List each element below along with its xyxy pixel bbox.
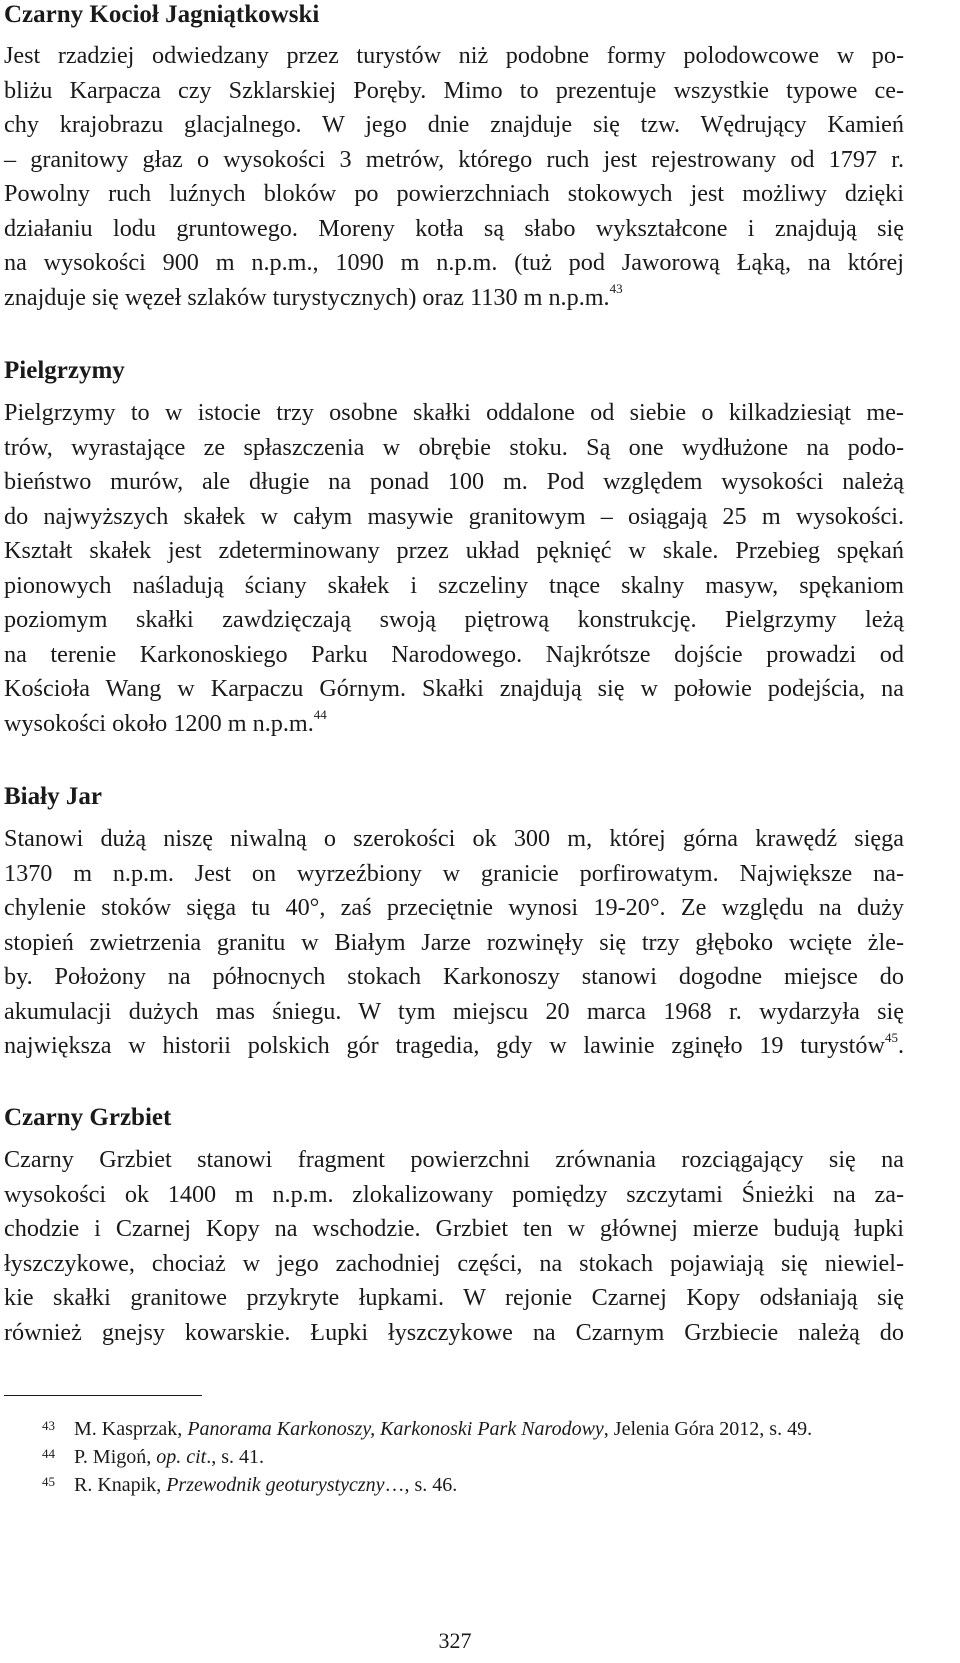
text-line: Kształt skałek jest zdeterminowany przez układ pęknięć w skale. Przebieg spękań <box>4 537 904 564</box>
text-line: chylenie stoków sięga tu 40°, zaś przeciętnie wynosi 19-20°. Ze względu na duży <box>4 894 904 921</box>
section-heading: Czarny Kocioł Jagniątkowski <box>4 1 320 28</box>
section-paragraph <box>4 396 904 741</box>
footnote-rest: ., s. 41. <box>206 1446 265 1468</box>
text-line: również gnejsy kowarskie. Łupki łyszczykowe na Czarnym Grzbiecie należą do <box>4 1318 904 1346</box>
section-heading: Biały Jar <box>4 783 102 810</box>
footnote-author: M. Kasprzak, <box>74 1418 188 1440</box>
text-line: znajduje się węzeł szlaków turystycznych) oraz 1130 m n.p.m. <box>4 283 610 311</box>
text-line: akumulacji dużych mas śniegu. W tym miejscu 20 marca 1968 r. wydarzyła się <box>4 997 904 1025</box>
footnote-rest: , Jelenia Góra 2012, s. 49. <box>603 1418 813 1440</box>
text-line: kie skałki granitowe przykryte łupkami. W rejonie Czarnej Kopy odsłaniają się <box>4 1284 904 1311</box>
footnote-author: P. Migoń, <box>74 1446 157 1468</box>
text-line: na terenie Karkonoskiego Parku Narodowego. Najkrótsze dojście prowadzi od <box>4 640 904 668</box>
text-line: łyszczykowe, chociaż w jego zachodniej części, na stokach pojawiają się niewiel- <box>4 1249 904 1277</box>
text-line: Czarny Grzbiet stanowi fragment powierzchni zrównania rozciągający się na <box>4 1146 904 1173</box>
footnote-rest: …, s. 46. <box>384 1474 458 1496</box>
footnote <box>4 1471 904 1499</box>
section-heading: Czarny Grzbiet <box>4 1104 172 1131</box>
text-line: chy krajobrazu glacjalnego. W jego dnie znajduje się tzw. Wędrujący Kamień <box>4 111 904 138</box>
footnote-ref[interactable]: 45 <box>884 1029 898 1045</box>
text-line-last <box>4 707 904 742</box>
text-line: Kościoła Wang w Karpaczu Górnym. Skałki znajdują się w połowie podejścia, na <box>4 675 904 702</box>
text-line: Powolny ruch luźnych bloków po powierzchniach stokowych jest możliwy dzięki <box>4 180 904 207</box>
text-line: pionowych naśladują ściany skałek i szczeliny tnące skalny masyw, spękaniom <box>4 571 904 599</box>
text-line: największa w historii polskich gór tragedia, gdy w lawinie zginęło 19 turystów <box>4 1032 885 1059</box>
section-paragraph <box>4 822 904 1064</box>
footnote-title: op. cit <box>156 1446 207 1468</box>
text-line: – granitowy głaz o wysokości 3 metrów, którego ruch jest rejestrowany od 1797 r. <box>4 145 904 173</box>
footnote-text <box>74 1471 457 1499</box>
footnote-author: R. Knapik, <box>74 1474 167 1496</box>
text-line: na wysokości 900 m n.p.m., 1090 m n.p.m. (tuż pod Jaworową Łąką, na której <box>4 249 904 276</box>
footnote-text <box>74 1415 812 1443</box>
footnote-text <box>74 1443 264 1471</box>
footnotes <box>4 1415 904 1499</box>
footnote-ref[interactable]: 43 <box>609 281 623 297</box>
text-line: bieństwo murów, ale długie na ponad 100 m. Pod względem wysokości należą <box>4 468 904 495</box>
text-line: bliżu Karpacza czy Szklarskiej Poręby. Mimo to prezentuje wszystkie typowe ce- <box>4 76 904 104</box>
footnote-title: Przewodnik geoturystyczny <box>166 1474 385 1496</box>
footnote-number: 45 <box>42 1474 55 1489</box>
text-line: działaniu lodu gruntowego. Moreny kotła są słabo wykształcone i znajdują się <box>4 214 904 242</box>
text-line: wysokości ok 1400 m n.p.m. zlokalizowany pomiędzy szczytami Śnieżki na za- <box>4 1180 904 1208</box>
text-line: do najwyższych skałek w całym masywie granitowym – osiągają 25 m wysokości. <box>4 502 904 530</box>
text-line-last <box>4 281 904 316</box>
text-line: Pielgrzymy to w istocie trzy osobne skałki oddalone od siebie o kilkadziesiąt me- <box>4 399 904 426</box>
section-paragraph <box>4 39 904 315</box>
text-line: poziomym skałki zawdzięczają swoją piętrową konstrukcję. Pielgrzymy leżą <box>4 606 904 633</box>
text-line: Stanowi dużą niszę niwalną o szerokości ok 300 m, której górna krawędź sięga <box>4 825 904 852</box>
text-line: Jest rzadziej odwiedzany przez turystów niż podobne formy polodowcowe w po- <box>4 42 904 69</box>
text-line: trów, wyrastające ze spłaszczenia w obrębie stoku. Są one wydłużone na podo- <box>4 433 904 461</box>
text-line: by. Położony na północnych stokach Karkonoszy stanowi dogodne miejsce do <box>4 963 904 990</box>
section-paragraph <box>4 1143 904 1350</box>
footnote-divider <box>4 1395 202 1396</box>
text-line: wysokości około 1200 m n.p.m. <box>4 709 314 737</box>
text-line: stopień zwietrzenia granitu w Białym Jarze rozwinęły się trzy głęboko wcięte żle- <box>4 928 904 956</box>
text-punct: . <box>897 1032 904 1059</box>
footnote-number: 43 <box>42 1418 55 1433</box>
footnote <box>4 1443 904 1471</box>
section-heading: Pielgrzymy <box>4 357 125 384</box>
text-line-last <box>4 1029 904 1064</box>
page-number: 327 <box>438 1628 472 1653</box>
footnote-title: Panorama Karkonoszy, Karkonoski Park Narodowy <box>187 1418 604 1440</box>
footnote-ref[interactable]: 44 <box>313 707 327 723</box>
footnote-number: 44 <box>42 1446 55 1461</box>
text-line: chodzie i Czarnej Kopy na wschodzie. Grzbiet ten w głównej mierze budują łupki <box>4 1215 904 1242</box>
footnote <box>4 1415 904 1443</box>
text-line: 1370 m n.p.m. Jest on wyrzeźbiony w granicie porfirowatym. Największe na- <box>4 859 904 887</box>
